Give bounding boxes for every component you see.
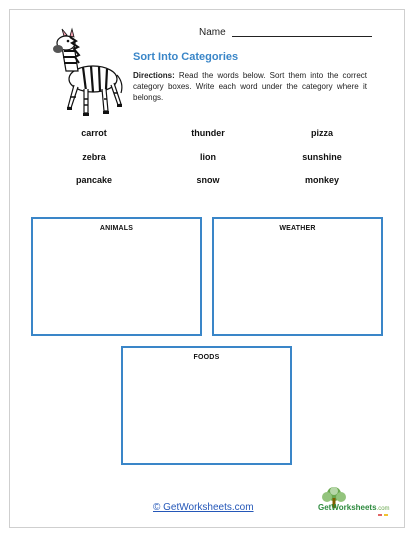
animals-box-label: ANIMALS bbox=[99, 225, 134, 232]
word-monkey: monkey bbox=[304, 175, 339, 185]
getworksheets-link[interactable]: © GetWorksheets.com bbox=[153, 502, 254, 513]
word-pancake: pancake bbox=[75, 175, 113, 185]
word-lion: lion bbox=[200, 152, 216, 162]
word-thunder: thunder bbox=[191, 128, 225, 138]
word-snow: snow bbox=[196, 175, 220, 185]
logo-tld: .com bbox=[376, 506, 390, 512]
word-zebra: zebra bbox=[82, 152, 106, 162]
name-label: Name bbox=[199, 27, 226, 38]
foods-box[interactable] bbox=[121, 346, 292, 465]
zebra-illustration bbox=[48, 27, 126, 119]
directions-body: Read the words below. Sort them into the correct category boxes. Write each word under the category where it belongs. bbox=[133, 71, 367, 102]
word-carrot: carrot bbox=[81, 128, 107, 138]
word-pizza: pizza bbox=[310, 128, 333, 138]
name-field[interactable] bbox=[199, 27, 372, 38]
logo-name: GetWorksheets bbox=[318, 503, 377, 512]
directions-label: Directions: bbox=[133, 71, 175, 80]
weather-box-label: WEATHER bbox=[279, 225, 316, 232]
weather-box[interactable] bbox=[212, 217, 383, 336]
animals-box[interactable] bbox=[31, 217, 202, 336]
directions-text bbox=[133, 70, 367, 103]
foods-box-label: FOODS bbox=[193, 354, 220, 361]
logo-wordmark bbox=[318, 503, 390, 512]
word-sunshine: sunshine bbox=[302, 152, 342, 162]
worksheet-title: Sort Into Categories bbox=[133, 51, 239, 63]
name-underline bbox=[232, 36, 372, 37]
